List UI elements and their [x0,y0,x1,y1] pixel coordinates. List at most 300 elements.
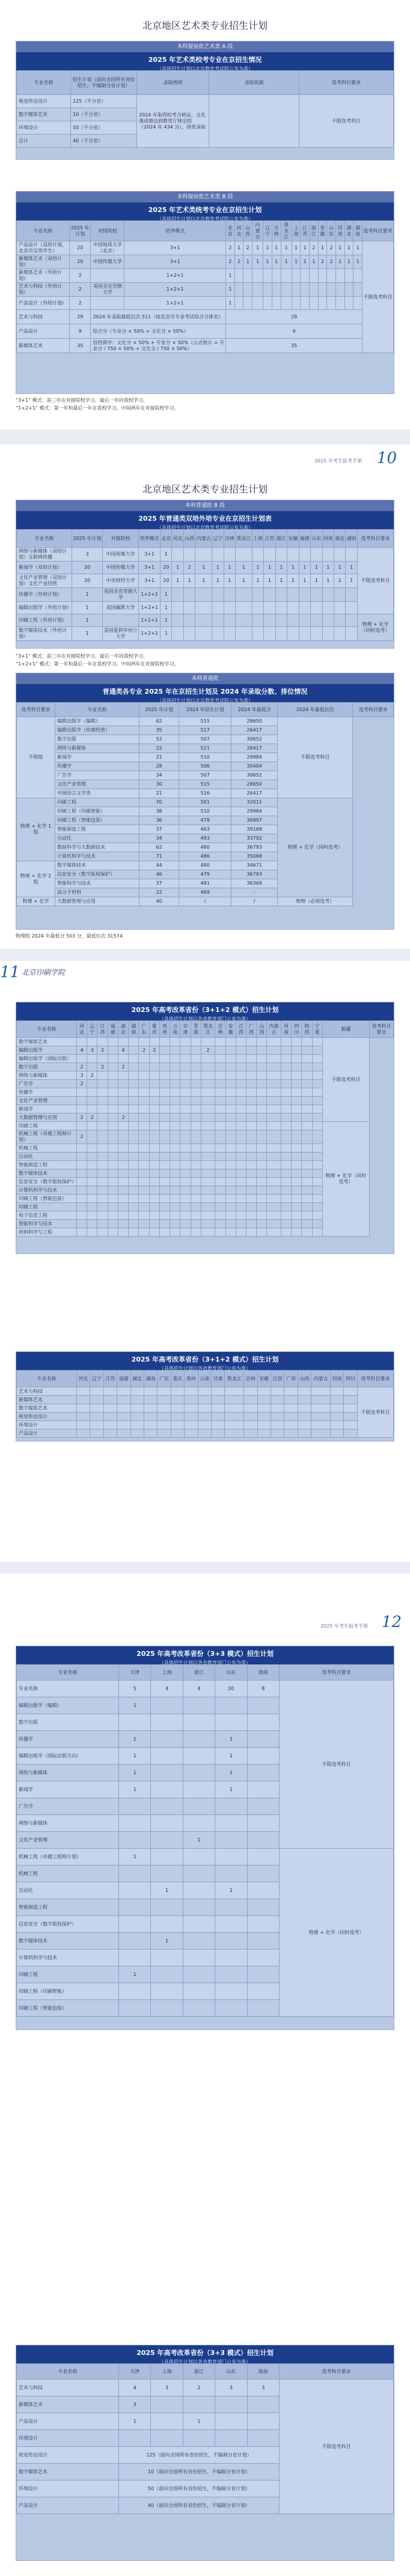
table-cell [119,1815,151,1832]
table-cell: 1 [263,255,272,269]
table-cell [264,548,275,562]
group-cell: 物理 + 化学 1 组 [17,798,55,861]
table-cell [302,1195,312,1203]
table-cell [198,1413,211,1421]
col-header: 招生计划（面向全国所有省份招生，不编制分省计划） [71,71,137,95]
table-cell: 1 [287,574,299,588]
table-cell [247,1933,279,1950]
col-header: 江苏 [301,221,310,241]
table-cell: 1 [215,1882,247,1899]
table-cell [281,1114,291,1122]
table-cell [322,627,334,641]
table-cell: 1 [344,255,353,269]
table-cell [170,1038,180,1046]
table-cell [247,1899,279,1916]
table-cell [334,602,345,614]
block-title-text: 2025 年普通类双培外培专业在京招生计划表 [138,515,272,523]
table-cell [119,1882,151,1899]
table-cell [108,1038,118,1046]
table-cell [344,297,353,310]
art-unified-exam-block [16,191,394,394]
table-cell: 2 [70,283,91,297]
table-cell [103,1404,117,1413]
table-cell: 26417 [231,744,278,753]
col-header: 山西 [257,1021,267,1038]
table-cell [281,283,292,297]
table-cell [224,614,235,627]
table-cell [149,1195,159,1203]
table-cell: 1 [226,283,235,297]
table-cell [201,1130,215,1144]
table-cell [236,1186,246,1195]
table-cell [129,1097,139,1105]
table-cell [108,1169,118,1178]
gaokao-312-table [16,1020,394,1237]
col-header: 2025 年计划 [72,530,103,548]
table-cell [129,1071,139,1080]
table-cell [108,1046,118,1055]
table-cell: 大数据管理与应用 [55,897,139,906]
table-cell [281,1088,291,1097]
block-title-text: 2025 年高考改革省份（3+1+2 模式）招生计划 [131,1356,279,1363]
table-cell [183,548,195,562]
table-cell [263,297,272,310]
table-cell [97,1114,108,1122]
table-cell [344,1387,357,1396]
table-cell: 编辑出版学（传媒经营） [55,726,139,735]
table-cell [211,1421,224,1429]
table-cell [198,1429,211,1438]
block-subtitle: （具体招生计划以各省教育部门公布为准） [159,1366,251,1371]
table-cell [180,1203,191,1211]
table-cell: 9 [70,324,91,339]
table-cell [180,1080,191,1088]
table-cell: 1 [195,562,212,574]
table-cell: 26417 [231,726,278,735]
table-cell [130,1421,144,1429]
table-cell [215,1714,247,1731]
block-title-text: 2025 年高考改革省份（3+1+2 模式）招生计划 [131,1006,279,1014]
table-cell [281,1144,291,1153]
gaokao-33-table [16,1664,394,2017]
table-cell [159,1080,170,1088]
table-cell [225,1088,236,1097]
table-cell [271,1429,284,1438]
table-cell [292,1130,302,1144]
table-cell: 电子信息工程 [17,1211,77,1220]
col-header: 辽宁 [87,1021,97,1038]
table-cell [311,588,322,602]
table-cell [180,1055,191,1063]
table-cell [198,1404,211,1413]
table-cell: 1 [172,574,183,588]
table-cell [215,1983,247,2000]
table-cell: 10（面向全国所有省份招生，不编制分省计划） [119,2464,280,2481]
table-cell: 9 [226,324,363,339]
table-cell: 1 [252,562,263,574]
table-cell [312,1088,322,1097]
table-cell [292,1169,302,1178]
table-cell [236,1097,246,1105]
table-cell [191,1038,201,1046]
table-cell: 印刷工程（印刷智能） [55,807,139,816]
table-cell [139,1153,149,1161]
table-cell [90,1387,103,1396]
col-header: 选考科目要求 [363,221,394,241]
table-cell [275,614,287,627]
table-cell [344,283,353,297]
table-cell [346,614,358,627]
col-header: 选考科目要求 [358,530,394,548]
table-cell [183,1731,215,1748]
table-cell [281,1105,291,1114]
table-cell [264,614,275,627]
table-cell [129,1220,139,1228]
table-cell [236,1063,246,1071]
table-cell [87,1055,97,1063]
table-cell: 2 [70,297,91,310]
table-cell [225,1144,236,1153]
table-cell: 3 [77,1071,87,1080]
table-cell [151,2413,183,2430]
group-cell: 物理 + 化学 2 组 [17,861,55,897]
table-cell: 20 [161,574,172,588]
table-cell [344,1413,357,1421]
table-cell [284,1404,298,1413]
table-cell [257,1195,267,1203]
table-cell [212,627,224,641]
table-cell [330,1429,343,1438]
col-header: 湖北 [130,1371,144,1387]
table-cell: 517 [179,726,231,735]
table-cell: 1 [335,241,344,255]
page-gap [0,1562,410,1574]
col-header: 2025 年计划 [139,703,179,717]
table-cell [302,1211,312,1220]
table-cell [236,1161,246,1169]
table-cell [97,1169,108,1178]
table-cell [108,1088,118,1097]
col-header: 选考科目要求 [353,703,394,717]
table-cell [183,2430,215,2447]
table-cell [247,1849,279,1865]
col-header: 广东 [139,1021,149,1038]
col-header: 河北 [77,1371,90,1387]
table-cell [87,1097,97,1105]
table-cell [97,1122,108,1130]
table-cell [236,1144,246,1153]
table-cell [170,1220,180,1228]
col-header: 北京 [226,221,235,241]
table-cell [118,1203,128,1211]
table-cell: 1 [281,241,292,255]
table-cell [311,548,322,562]
table-cell [236,1088,246,1097]
col-header: 江西 [271,1371,284,1387]
table-cell: 3+1 [124,241,226,255]
table-cell [267,1153,281,1161]
page-header: 2025 年考生报考手册 [320,1623,368,1629]
table-cell: 29984 [231,807,278,816]
table-cell [246,1153,256,1161]
table-cell [139,1211,149,1220]
table-cell: 视觉传达设计 [17,1413,77,1421]
table-cell: 1+2+1 [139,614,161,627]
table-cell [201,1088,215,1097]
table-cell [87,1122,97,1130]
table-cell: 3+1 [124,255,226,269]
table-cell: 3+1 [139,574,161,588]
table-cell [191,1178,201,1186]
table-cell: 2 [243,241,252,255]
table-cell [267,1055,281,1063]
col-header: 重庆 [171,1371,184,1387]
table-cell [257,1046,267,1055]
table-cell [302,1063,312,1071]
table-cell [247,1748,279,1765]
table-cell [292,1088,302,1097]
table-cell: 艺术与科技 [17,1387,77,1396]
table-cell: 视觉传达设计 [17,2447,119,2464]
table-cell [118,1130,128,1144]
table-cell [201,1114,215,1122]
table-cell [267,1220,281,1228]
table-cell [183,1714,215,1731]
table-cell [335,269,344,283]
table-cell [301,283,310,297]
table-cell [201,1122,215,1130]
table-cell: 1 [161,614,172,627]
table-cell [215,2396,247,2413]
table-cell [117,1404,130,1413]
col-header: 安徽 [257,1371,271,1387]
table-cell [312,1144,322,1153]
table-cell [183,588,195,602]
col-header: 专业名称 [17,221,70,241]
table-cell [185,1429,198,1438]
table-cell: 4 [151,1680,183,1697]
table-cell [330,1396,343,1404]
table-cell: 数字媒体技术（外培计划） [17,627,72,641]
block-strip: 本科普通批 [16,673,394,684]
table-cell [87,1080,97,1088]
table-cell [91,297,124,310]
table-cell [353,283,363,297]
table-cell [292,1161,302,1169]
table-cell [77,1387,90,1396]
table-cell [108,1211,118,1220]
table-cell: 新媒体艺术 [17,1396,77,1404]
col-header: 江苏 [97,1021,108,1038]
table-cell [267,1161,281,1169]
col-header: 甘肃 [211,1371,224,1387]
table-cell: 编辑出版学（外培计划） [17,602,72,614]
table-cell [312,1105,322,1114]
table-cell: 1 [252,255,263,269]
table-cell [236,1080,246,1088]
block-subtitle: （具体招生计划以各省教育部门公布为准） [159,1016,251,1022]
table-cell: 40（面向全国所有省份招生，不编制分省计划） [119,2497,280,2514]
table-cell [292,1046,302,1055]
table-cell: 1 [311,562,322,574]
table-cell [172,548,183,562]
table-cell [312,1130,322,1144]
table-cell [346,627,358,641]
col-header: 青海 [191,1021,201,1038]
col-header: 吉林 [272,221,281,241]
table-cell [149,1161,159,1169]
table-cell: 10（不分省） [71,108,137,121]
table-cell [159,1114,170,1122]
table-cell: 1 [252,574,263,588]
table-cell [212,548,224,562]
table-cell [117,1387,130,1396]
table-cell [170,1178,180,1186]
table-cell [144,1396,157,1404]
table-cell [267,1211,281,1220]
table-cell: 新闻学（双培计划） [17,562,72,574]
table-cell [180,1220,191,1228]
table-cell [257,1063,267,1071]
table-cell [129,1153,139,1161]
table-cell [225,1413,244,1421]
col-header: 2025 年计划 [70,221,91,241]
table-cell [302,1088,312,1097]
table-cell: 信息安全（数字版权保护） [17,1178,77,1186]
table-cell: 5 [119,1680,151,1697]
table-cell [139,1203,149,1211]
table-cell [191,1186,201,1195]
table-cell [225,1114,236,1122]
col-header: 湖南 [346,530,358,548]
table-cell [311,1413,331,1421]
table-cell [139,1144,149,1153]
table-cell [264,627,275,641]
table-cell [247,1815,279,1832]
table-cell [151,1865,183,1882]
table-cell [257,1211,267,1220]
table-cell [108,1122,118,1130]
table-cell [139,1038,149,1046]
table-cell [312,1122,322,1130]
table-cell [246,1097,256,1105]
table-cell [77,1055,87,1063]
table-cell [139,1130,149,1144]
table-cell: 1 [344,241,353,255]
table-cell: 编辑出版学（国际出版） [17,1055,77,1063]
col-header: 吉林 [244,1371,257,1387]
table-cell [215,2430,247,2447]
table-cell: 新闻学 [17,1781,119,1798]
table-cell [252,588,263,602]
table-cell [211,1404,224,1413]
table-cell [236,614,252,627]
subject-cell: 物理 + 化学（同时选考） [277,798,352,897]
table-cell: 印刷工程 [17,1122,77,1130]
table-cell [312,1178,322,1186]
table-cell [211,1396,224,1404]
table-cell [292,283,301,297]
footnote [16,396,394,412]
table-cell [236,627,252,641]
table-cell [281,1178,291,1186]
block-subtitle: （具体招生计划以北京教育考试院公布为准） [157,216,253,222]
table-cell [247,1983,279,2000]
table-cell: 1 [161,548,172,562]
table-cell [346,588,358,602]
table-cell: 美国佩斯大学 [103,602,139,614]
table-cell: 编辑出版学 [17,1046,77,1055]
table-cell [312,1153,322,1161]
table-cell: 1 [275,562,287,574]
table-cell: 机械工程（卓越工程师计划） [17,1849,119,1865]
table-cell [118,1122,128,1130]
table-cell [281,1195,291,1203]
page-number: 12 [381,1613,402,1631]
table-cell [215,2413,247,2430]
table-cell [263,269,272,283]
table-cell [149,1186,159,1195]
table-cell [183,2396,215,2413]
table-cell [159,1211,170,1220]
table-cell [180,1211,191,1220]
table-cell [201,1105,215,1114]
table-cell [103,1396,117,1404]
col-header: 山东 [215,1665,247,1680]
table-cell: 1 [236,574,252,588]
table-cell [158,1387,171,1396]
col-header: 山西 [298,1371,311,1387]
table-cell: 智能制造工程 [55,825,139,834]
table-cell [201,1144,215,1153]
table-cell [334,614,345,627]
table-cell: 4 [183,1680,215,1697]
table-cell [139,1228,149,1237]
page-gap [0,429,410,444]
table-cell: 印刷工程（智能包装） [55,816,139,825]
table-cell [215,1203,225,1211]
table-cell [183,1882,215,1899]
table-cell: 新媒体艺术（双培计划） [17,255,70,269]
table-cell [130,1387,144,1396]
table-cell [180,1144,191,1153]
table-cell [215,1697,247,1714]
table-cell [149,1144,159,1153]
table-cell: 1 [215,1731,247,1748]
table-cell [311,1396,331,1404]
table-cell [247,1966,279,1983]
table-cell: 自动化 [17,1882,119,1899]
table-cell [275,627,287,641]
block-strip: 本科普通批 B 段 [16,500,394,511]
table-cell: 广告学 [17,1080,77,1088]
table-cell [77,1169,87,1178]
table-cell [119,1832,151,1849]
table-cell [236,1130,246,1144]
table-cell [327,269,336,283]
table-cell: 编辑出版学（编辑） [17,1697,119,1714]
table-cell [302,1161,312,1169]
table-cell [215,1105,225,1114]
table-cell [312,1186,322,1195]
col-header: 陕西 [302,1021,312,1038]
block-title [16,1646,394,1664]
table-cell [201,1071,215,1080]
table-cell [149,1178,159,1186]
table-cell: 印刷工程（智能包装） [17,1195,77,1203]
table-cell: 信息安全（数字版权保护） [17,1916,119,1933]
table-cell [151,1966,183,1983]
